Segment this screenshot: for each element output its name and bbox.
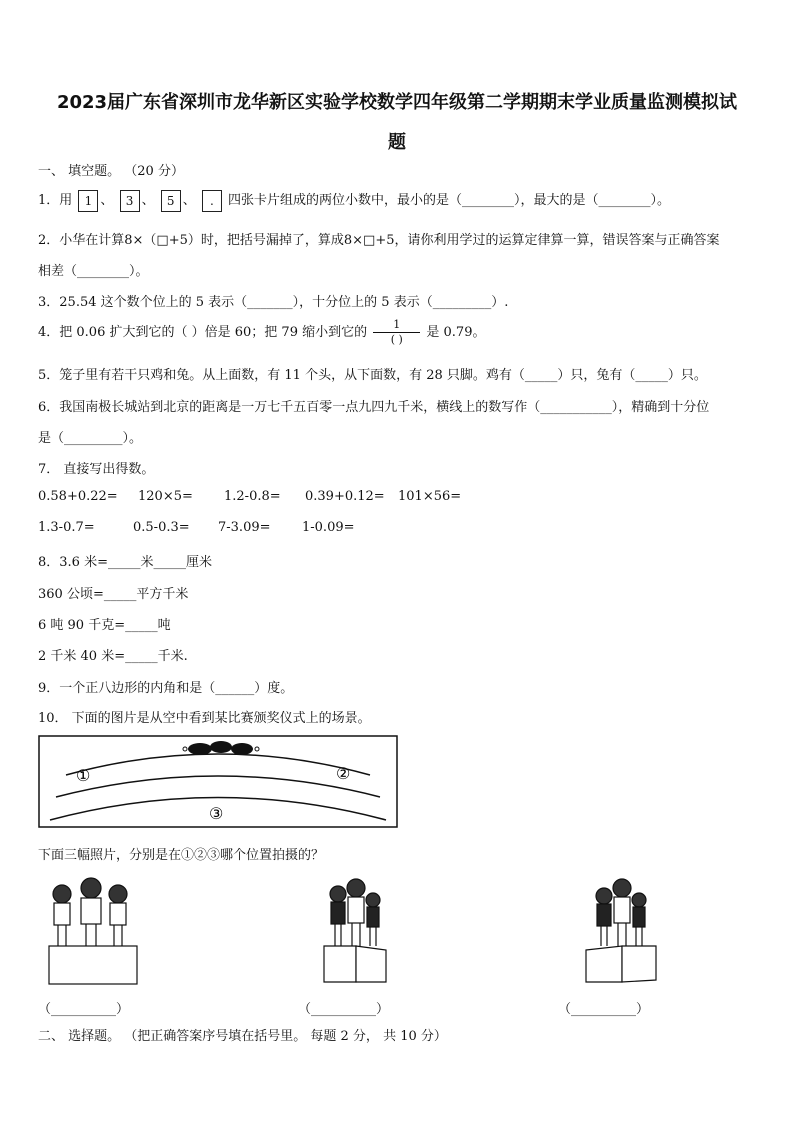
card-3: 3 (120, 190, 140, 212)
page-title-line1: 2023届广东省深圳市龙华新区实验学校数学四年级第二学期期末学业质量监测模拟试 (56, 92, 738, 113)
question-8-line1: 8．3.6 米=_____米_____厘米 (38, 555, 212, 570)
fraction-denominator: ( ) (390, 333, 403, 346)
answer-blank-2[interactable]: （__________） (298, 1002, 390, 1017)
question-6-line2: 是（_________）。 (38, 431, 143, 446)
answer-blank-3[interactable]: （__________） (558, 1002, 650, 1017)
question-2-line2: 相差（________）。 (38, 264, 149, 279)
section1-heading: 一、 填空题。 （20 分） (38, 164, 184, 179)
q7-item: 1.3-0.7= (38, 520, 95, 535)
q7-item: 1-0.09= (302, 520, 355, 535)
position-2-label: ② (336, 764, 351, 783)
aerial-view-diagram (38, 735, 400, 830)
q4-part1: 4．把 0.06 扩大到它的（ ）倍是 60；把 79 缩小到它的 (38, 325, 368, 340)
q7-item: 7-3.09= (218, 520, 271, 535)
q7-item: 101×56= (398, 489, 462, 504)
question-2-line1: 2．小华在计算8×（□+5）时，把括号漏掉了，算成8×□+5，请你利用学过的运算定律算一算，错误答案与正确答案 (38, 233, 720, 248)
answer-blank-1[interactable]: （__________） (38, 1002, 130, 1017)
question-8-line4: 2 千米 40 米=_____千米. (38, 649, 188, 664)
sep: 、 (100, 193, 114, 208)
question-8-line3: 6 吨 90 千克=_____吨 (38, 618, 171, 633)
q1-prefix: 1．用 (38, 193, 73, 208)
photo-3-podium-figure (580, 876, 660, 986)
question-7-title: 7． 直接写出得数。 (38, 462, 155, 477)
question-9: 9．一个正八边形的内角和是（______）度。 (38, 681, 294, 696)
question-8-line2: 360 公顷=_____平方千米 (38, 587, 189, 602)
card-5: 5 (161, 190, 181, 212)
position-1-label: ① (76, 766, 91, 785)
question-4 (38, 318, 485, 347)
q4-part2: 是 0.79。 (426, 325, 486, 340)
question-10-subtitle: 下面三幅照片，分别是在①②③哪个位置拍摄的？ (38, 848, 325, 863)
question-3: 3．25.54 这个数个位上的 5 表示（_______），十分位上的 5 表示（_________）. (38, 295, 509, 310)
fraction (373, 318, 420, 347)
q7-item: 0.5-0.3= (133, 520, 190, 535)
q1-suffix: 四张卡片组成的两位小数中，最小的是（________），最大的是（________）。 (228, 193, 671, 208)
q7-item: 120×5= (138, 489, 193, 504)
position-3-label: ③ (209, 804, 224, 823)
question-10-title: 10． 下面的图片是从空中看到某比赛颁奖仪式上的场景。 (38, 711, 371, 726)
photo-1-podium-figure (45, 872, 140, 987)
page-title-line2: 题 (388, 132, 406, 153)
sep: 、 (141, 193, 155, 208)
q7-item: 0.39+0.12= (305, 489, 385, 504)
card-1: 1 (78, 190, 98, 212)
fraction-numerator: 1 (373, 318, 420, 333)
question-1 (38, 189, 670, 212)
question-6-line1: 6．我国南极长城站到北京的距离是一万七千五百零一点九四九千米，横线上的数写作（___________），精确到十分位 (38, 400, 710, 415)
sep: 、 (182, 193, 196, 208)
q7-item: 1.2-0.8= (224, 489, 281, 504)
section2-heading: 二、 选择题。 （把正确答案序号填在括号里。 每题 2 分， 共 10 分） (38, 1029, 447, 1044)
photo-2-podium-figure (320, 876, 390, 986)
q7-item: 0.58+0.22= (38, 489, 118, 504)
card-dot: . (202, 190, 222, 212)
question-5: 5．笼子里有若干只鸡和兔。从上面数，有 11 个头，从下面数，有 28 只脚。鸡有（_____）只，兔有（_____）只。 (38, 368, 707, 383)
